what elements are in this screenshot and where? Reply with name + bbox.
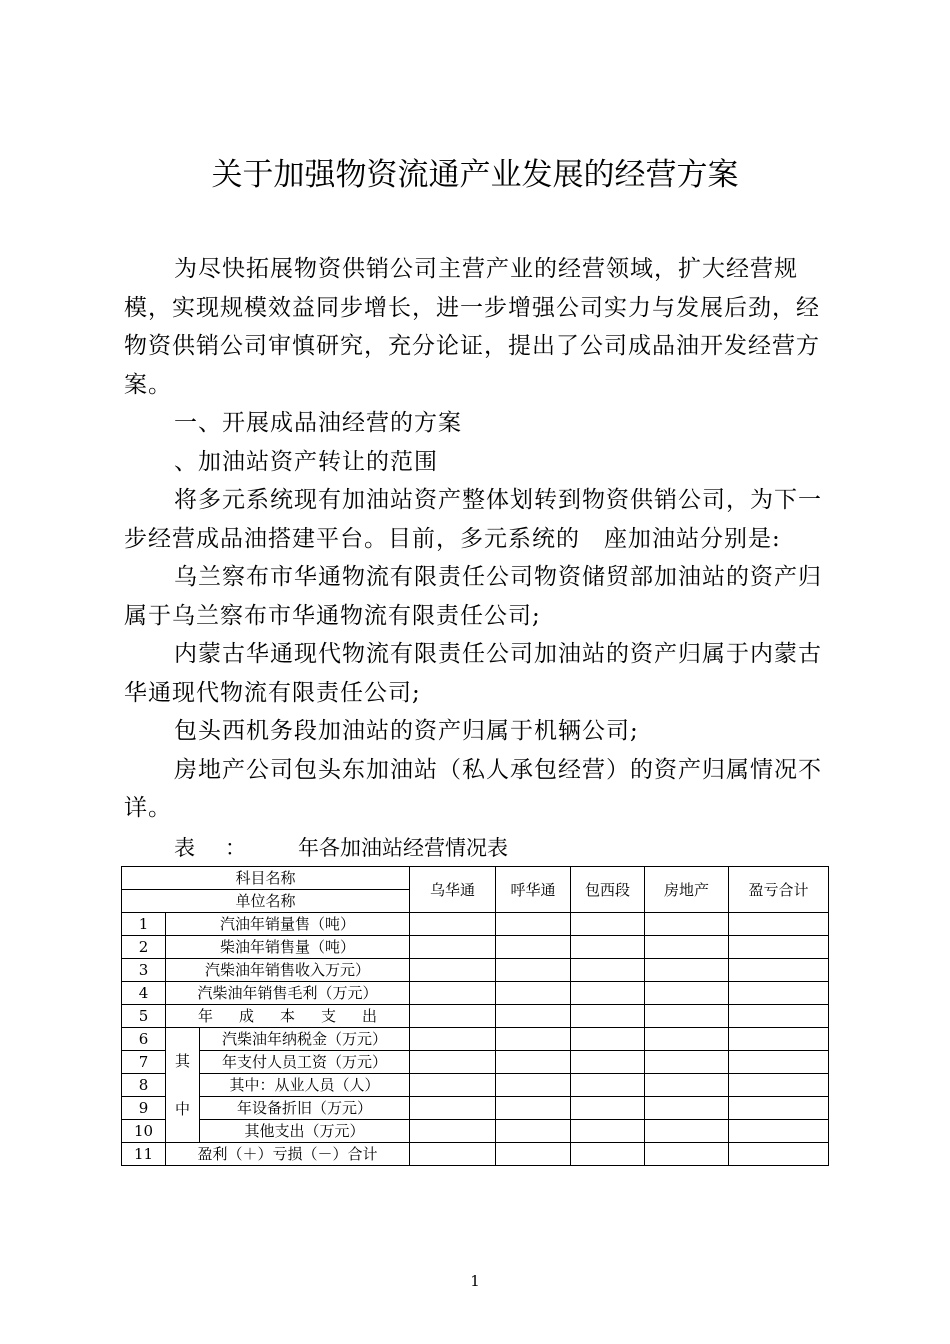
row-label: 盈利（＋）亏损（－）合计: [166, 1143, 410, 1166]
table-cell: [496, 913, 571, 936]
row-label: 汽柴油年销售收入万元）: [166, 959, 410, 982]
row-label: 其他支出（万元）: [200, 1120, 410, 1143]
paragraph-intro: 为尽快拓展物资供销公司主营产业的经营领域，扩大经营规模，实现规模效益同步增长，进一步增强公司实力与发展后劲，经物资供销公司审慎研究，充分论证，提出了公司成品油开发经营方案。: [124, 256, 820, 398]
table-cell: [645, 1143, 729, 1166]
row-label: 汽柴油年销售毛利（万元）: [166, 982, 410, 1005]
paragraph-station-4: 房地产公司包头东加油站（私人承包经营）的资产归属情况不详。: [124, 756, 822, 821]
table-cell: [645, 1051, 729, 1074]
column-header: 房地产: [645, 867, 729, 913]
row-label: 年支付人员工资（万元）: [200, 1051, 410, 1074]
table-row: [122, 1074, 829, 1097]
table-row: [122, 1120, 829, 1143]
row-number: 6: [122, 1028, 166, 1051]
table-cell: [729, 936, 829, 959]
table-row: [122, 1051, 829, 1074]
operations-table-wrapper: [121, 866, 828, 1166]
table-cell: [410, 1051, 496, 1074]
row-number: 5: [122, 1005, 166, 1028]
table-cell: [410, 1074, 496, 1097]
table-cell: [410, 982, 496, 1005]
label-char: 年: [197, 1007, 213, 1025]
table-cell: [571, 1051, 645, 1074]
table-cell: [571, 1074, 645, 1097]
table-cell: [645, 959, 729, 982]
row-number: 8: [122, 1074, 166, 1097]
label-char: 出: [362, 1007, 378, 1025]
operations-table: [121, 866, 829, 1166]
table-cell: [571, 1097, 645, 1120]
caption-title: 年各加油站经营情况表: [298, 836, 508, 860]
table-cell: [496, 1028, 571, 1051]
table-cell: [410, 936, 496, 959]
table-cell: [729, 959, 829, 982]
table-cell: [496, 982, 571, 1005]
table-cell: [571, 1120, 645, 1143]
table-row: [122, 982, 829, 1005]
row-number: 2: [122, 936, 166, 959]
table-cell: [729, 982, 829, 1005]
table-header-row: [122, 867, 829, 890]
row-number: 10: [122, 1120, 166, 1143]
row-label: 年设备折旧（万元）: [200, 1097, 410, 1120]
row-label: 柴油年销售量（吨）: [166, 936, 410, 959]
table-cell: [410, 1097, 496, 1120]
table-cell: [496, 959, 571, 982]
paragraph-station-1: 乌兰察布市华通物流有限责任公司物资储贸部加油站的资产归属于乌兰察布市华通物流有限责任公司;: [124, 564, 822, 629]
table-cell: [496, 1074, 571, 1097]
group-label-bottom: 中: [174, 1100, 190, 1118]
table-cell: [729, 1005, 829, 1028]
table-cell: [729, 1143, 829, 1166]
table-cell: [496, 936, 571, 959]
table-cell: [496, 1120, 571, 1143]
paragraph-station-3: 包头西机务段加油站的资产归属于机辆公司;: [174, 718, 639, 744]
table-cell: [729, 913, 829, 936]
label-char: 本: [280, 1007, 296, 1025]
header-subject-cell: 科目名称: [122, 867, 410, 890]
label-char: 支: [321, 1007, 337, 1025]
column-header: 盈亏合计: [729, 867, 829, 913]
row-number: 11: [122, 1143, 166, 1166]
table-cell: [571, 1143, 645, 1166]
paragraph-transfer: 将多元系统现有加油站资产整体划转到物资供销公司，为下一步经营成品油搭建平台。目前，多元系统的 座加油站分别是:: [124, 487, 822, 552]
table-row: [122, 936, 829, 959]
table-cell: [571, 1028, 645, 1051]
page-number: 1: [470, 1272, 480, 1290]
table-cell: [645, 1097, 729, 1120]
section-heading-1: 一、开展成品油经营的方案: [174, 410, 462, 436]
column-header: 乌华通: [410, 867, 496, 913]
column-header: 包西段: [571, 867, 645, 913]
table-row: [122, 1028, 829, 1051]
table-cell: [645, 1074, 729, 1097]
header-unit-cell: 单位名称: [122, 890, 410, 913]
table-row: [122, 1097, 829, 1120]
table-cell: [645, 982, 729, 1005]
table-cell: [410, 959, 496, 982]
table-cell: [645, 1120, 729, 1143]
table-cell: [645, 913, 729, 936]
table-cell: [496, 1097, 571, 1120]
row-number: 9: [122, 1097, 166, 1120]
table-cell: [410, 1120, 496, 1143]
row-number: 1: [122, 913, 166, 936]
document-title: 关于加强物资流通产业发展的经营方案: [211, 157, 739, 193]
row-label: 汽油年销量售（吨）: [166, 913, 410, 936]
row-number: 4: [122, 982, 166, 1005]
table-cell: [571, 1005, 645, 1028]
table-cell: [571, 982, 645, 1005]
table-row: [122, 913, 829, 936]
table-cell: [645, 936, 729, 959]
table-row: [122, 1005, 829, 1028]
caption-colon: ：: [225, 836, 246, 860]
table-cell: [729, 1120, 829, 1143]
document-body: [124, 250, 828, 828]
subsection-heading: 、加油站资产转让的范围: [174, 448, 438, 475]
row-label: 其中：从业人员（人）: [200, 1074, 410, 1097]
column-header: 呼华通: [496, 867, 571, 913]
table-cell: [571, 936, 645, 959]
table-cell: [645, 1005, 729, 1028]
table-cell: [496, 1143, 571, 1166]
table-cell: [729, 1097, 829, 1120]
table-cell: [729, 1028, 829, 1051]
table-cell: [729, 1051, 829, 1074]
table-cell: [571, 913, 645, 936]
table-cell: [645, 1028, 729, 1051]
row-number: 3: [122, 959, 166, 982]
table-cell: [571, 959, 645, 982]
group-label-top: 其: [174, 1052, 190, 1070]
table-cell: [496, 1005, 571, 1028]
paragraph-station-2: 内蒙古华通现代物流有限责任公司加油站的资产归属于内蒙古华通现代物流有限责任公司;: [124, 641, 822, 706]
table-cell: [410, 913, 496, 936]
table-cell: [410, 1143, 496, 1166]
table-cell: [496, 1051, 571, 1074]
caption-prefix: 表: [174, 836, 195, 860]
row-label: 汽柴油年纳税金（万元）: [200, 1028, 410, 1051]
table-row: [122, 959, 829, 982]
row-label-annual-cost: [166, 1005, 410, 1028]
table-cell: [410, 1005, 496, 1028]
table-caption: [174, 832, 508, 864]
table-cell: [410, 1028, 496, 1051]
table-cell: [729, 1074, 829, 1097]
table-row: [122, 1143, 829, 1166]
row-number: 7: [122, 1051, 166, 1074]
group-label-cell: [166, 1028, 200, 1143]
label-char: 成: [238, 1007, 254, 1025]
